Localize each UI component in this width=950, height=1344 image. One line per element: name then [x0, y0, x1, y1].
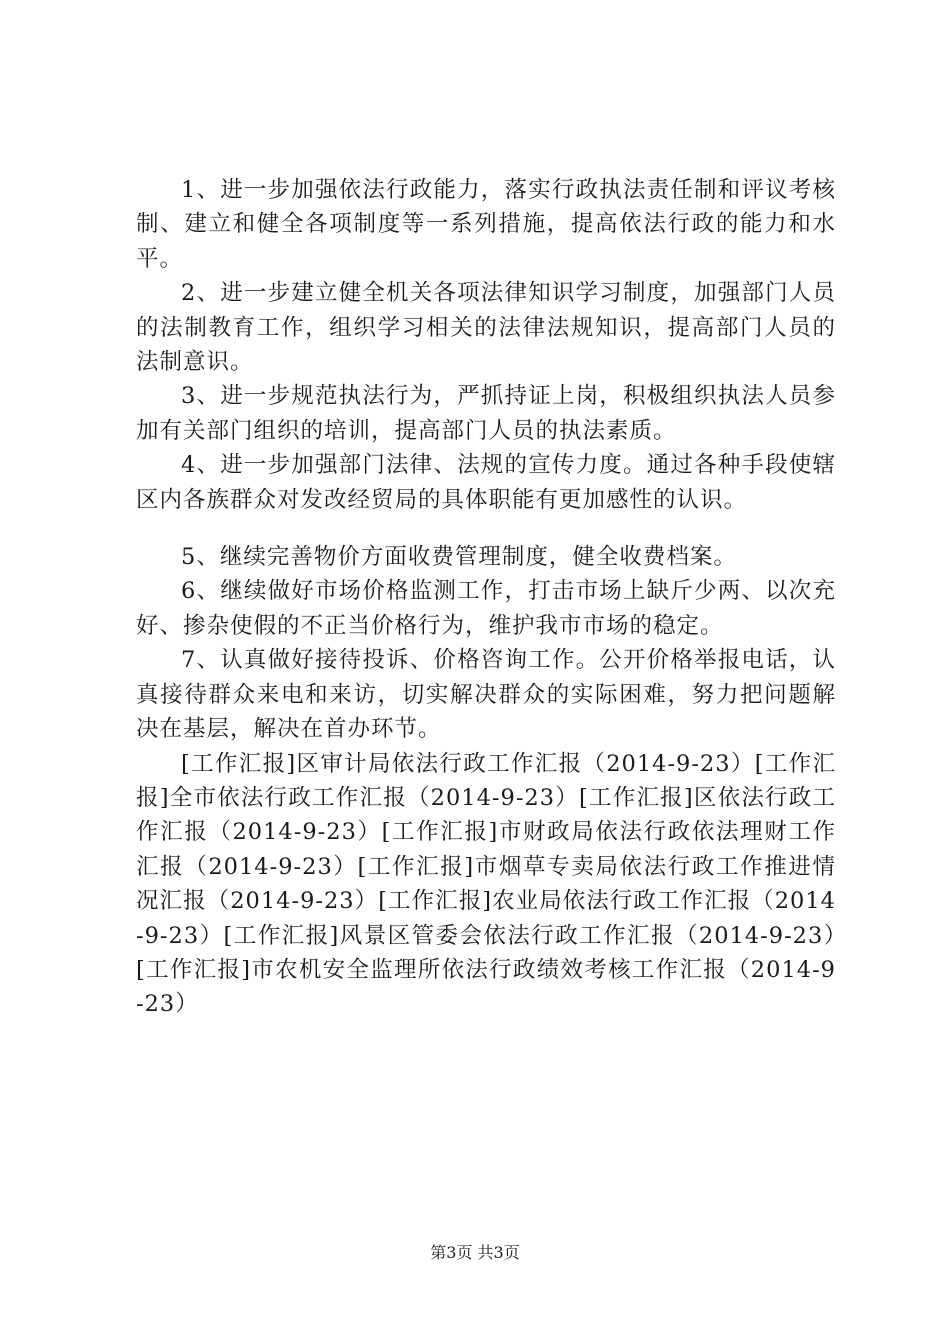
- paragraph-3: 3、进一步规范执法行为，严抓持证上岗，积极组织执法人员参加有关部门组织的培训，提高部门人员的执法素质。: [136, 383, 836, 444]
- paragraph-5: 5、继续完善物价方面收费管理制度，健全收费档案。: [181, 544, 737, 571]
- paragraph-4: 4、进一步加强部门法律、法规的宣传力度。通过各种手段使辖区内各族群众对发改经贸局的具体职能有更加感性的认识。: [136, 452, 836, 513]
- page-number-footer: 第3页 共3页: [430, 1243, 520, 1262]
- paragraph-7: 7、认真做好接待投诉、价格咨询工作。公开价格举报电话，认真接待群众来电和来访，切实解决群众的实际困难，努力把问题解决在基层，解决在首办环节。: [136, 647, 836, 743]
- paragraph-1: 1、进一步加强依法行政能力，落实行政执法责任制和评议考核制、建立和健全各项制度等一系列措施，提高依法行政的能力和水平。: [136, 177, 836, 272]
- document-body: [136, 173, 836, 1022]
- paragraph-6: 6、继续做好市场价格监测工作，打击市场上缺斤少两、以次充好、掺杂使假的不正当价格行为，维护我市市场的稳定。: [136, 578, 836, 639]
- paragraph-2: 2、进一步建立健全机关各项法律知识学习制度，加强部门人员的法制教育工作，组织学习相关的法律法规知识，提高部门人员的法制意识。: [136, 280, 836, 376]
- related-reports-paragraph: [工作汇报]区审计局依法行政工作汇报（2014-9-23）[工作汇报]全市依法行政工作汇报（2014-9-23）[工作汇报]区依法行政工作汇报（2014-9-23）[工作汇报]市财政局依法行政依法理财工作汇报（2014-9-23）[工作汇报]市烟草专卖局依法行政工作推进情况汇报（2014-9-23）[工作汇报]农业局依法行政工作汇报（2014-9-23）[工作汇报]风景区管委会依法行政工作汇报（2014-9-23）[工作汇报]市农机安全监理所依法行政绩效考核工作汇报（2014-9-23）: [136, 750, 836, 1018]
